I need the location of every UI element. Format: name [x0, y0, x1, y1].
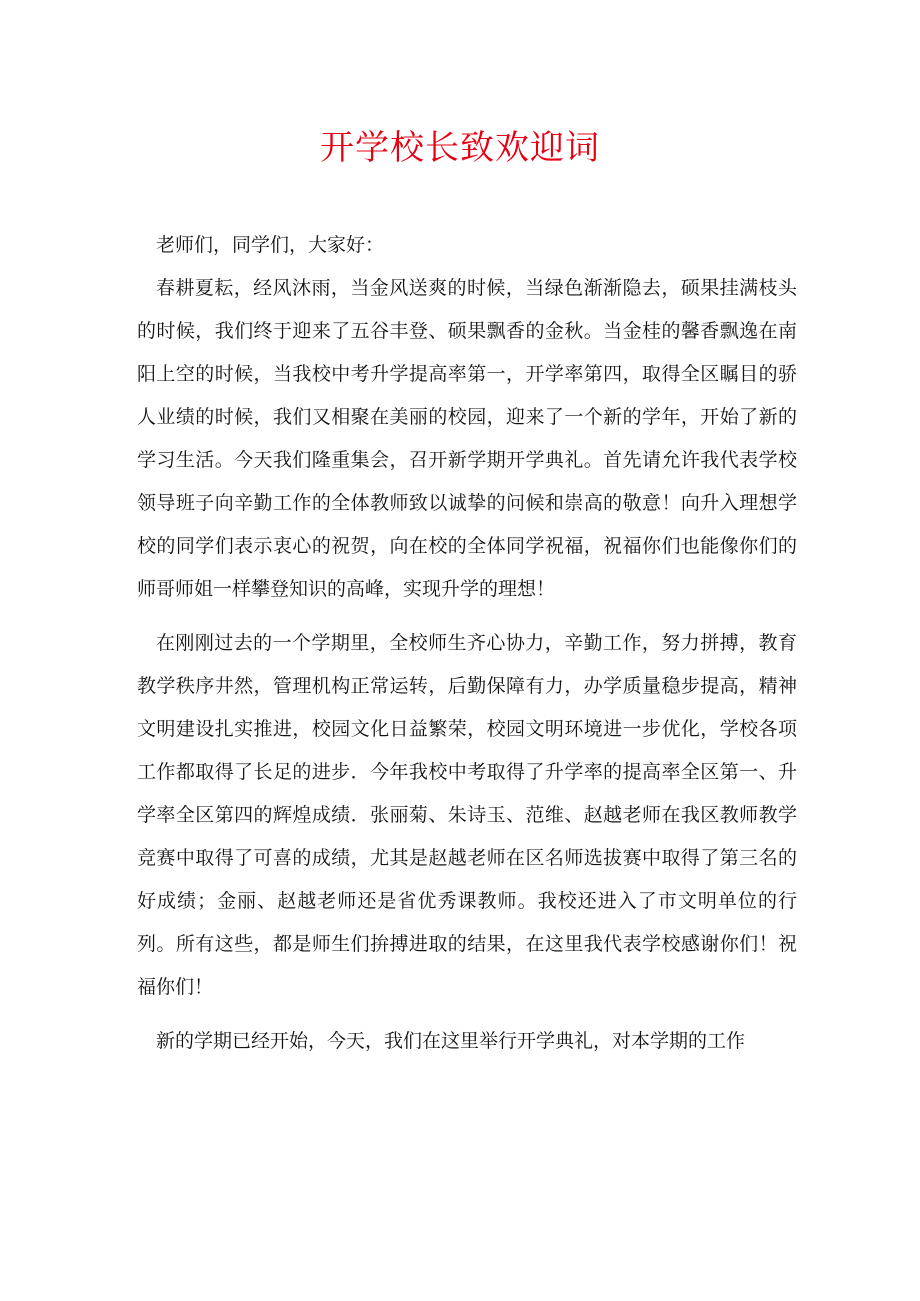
document-body: [137, 224, 797, 1063]
document-title: 开学校长致欢迎词: [320, 128, 600, 168]
body-paragraph: 春耕夏耘，经风沐雨，当金风送爽的时候，当绿色渐渐隐去，硕果挂满枝头的时候，我们终于迎来了五谷丰登、硕果飘香的金秋。当金桂的馨香飘逸在南阳上空的时候，当我校中考升学提高率第一，开学率第四，取得全区瞩目的骄人业绩的时候，我们又相聚在美丽的校园，迎来了一个新的学年，开始了新的学习生活。今天我们隆重集会，召开新学期开学典礼。首先请允许我代表学校领导班子向辛勤工作的全体教师致以诚挚的问候和崇高的敬意！向升入理想学校的同学们表示衷心的祝贺，向在校的全体同学祝福，祝福你们也能像你们的师哥师姐一样攀登知识的高峰，实现升学的理想！: [137, 277, 797, 600]
body-paragraph: 新的学期已经开始，今天，我们在这里举行开学典礼，对本学期的工作: [156, 1030, 746, 1052]
body-paragraph: 在刚刚过去的一个学期里，全校师生齐心协力，辛勤工作，努力拼搏，教育教学秩序井然，管理机构正常运转，后勤保障有力，办学质量稳步提高，精神文明建设扎实推进，校园文化日益繁荣，校园文明环境进一步优化，学校各项工作都取得了长足的进步．今年我校中考取得了升学率的提高率全区第一、升学率全区第四的辉煌成绩．张丽菊、朱诗玉、范维、赵越老师在我区教师教学竞赛中取得了可喜的成绩，尤其是赵越老师在区名师选拔赛中取得了第三名的好成绩；金丽、赵越老师还是省优秀课教师。我校还进入了市文明单位的行列。所有这些，都是师生们拚搏进取的结果，在这里我代表学校感谢你们！祝福你们！: [137, 632, 797, 998]
greeting-paragraph: 老师们，同学们，大家好：: [156, 234, 385, 256]
